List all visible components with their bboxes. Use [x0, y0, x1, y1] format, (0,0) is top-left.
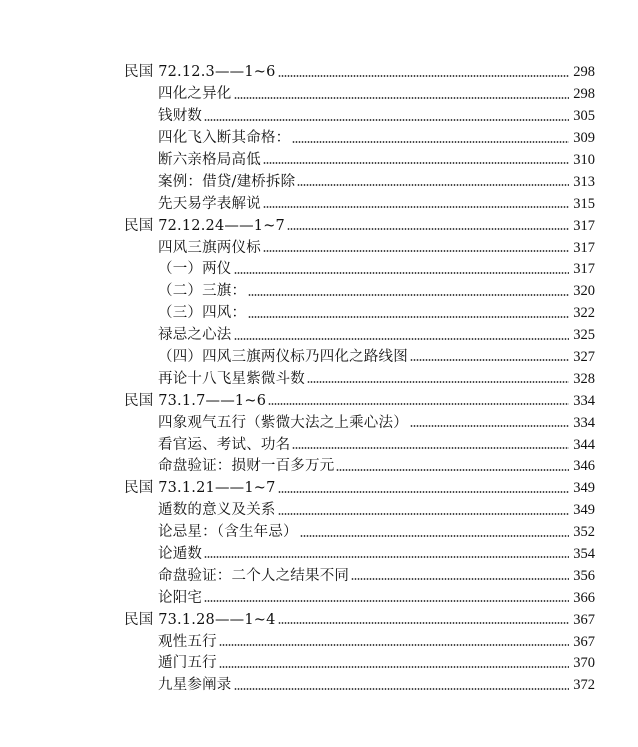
- toc-page-number: 344: [573, 436, 595, 453]
- toc-page-number: 366: [573, 589, 595, 606]
- toc-entry[interactable]: [124, 452, 595, 474]
- toc-entry-title: 命盘验证：损财一百多万元: [158, 458, 335, 475]
- toc-entry-title: （四）四风三旗两仪标乃四化之路线图: [158, 348, 408, 365]
- toc-entry-title: 论忌星：（含生年忌）: [158, 524, 298, 541]
- toc-entry-title: （二）三旗：: [158, 283, 247, 300]
- toc-entry[interactable]: [124, 146, 595, 168]
- toc-section-entry[interactable]: [124, 386, 595, 408]
- dot-leader: [336, 469, 569, 471]
- dot-leader: [248, 316, 569, 318]
- toc-entry[interactable]: [124, 321, 595, 343]
- dot-leader: [204, 600, 569, 602]
- toc-entry-title: （一）两仪: [158, 261, 232, 278]
- dot-leader: [292, 141, 569, 143]
- dot-leader: [248, 294, 569, 296]
- toc-section-entry[interactable]: [124, 474, 595, 496]
- dot-leader: [351, 578, 569, 580]
- dot-leader: [268, 403, 569, 405]
- toc-entry-title: 遁数的意义及关系: [158, 502, 276, 519]
- toc-page-number: 325: [573, 327, 595, 344]
- dot-leader: [263, 250, 569, 252]
- dot-leader: [263, 162, 569, 164]
- toc-entry-title: 四化之异化: [158, 86, 232, 103]
- toc-entry-title: 观性五行: [158, 633, 217, 650]
- toc-entry-title: 民国 72.12.24——1~7: [124, 217, 285, 234]
- toc-entry-title: 四象观气五行（紫微大法之上乘心法）: [158, 414, 408, 431]
- dot-leader: [219, 644, 569, 646]
- dot-leader: [297, 184, 569, 186]
- toc-page-number: 305: [573, 108, 595, 125]
- table-of-contents: [124, 58, 595, 693]
- toc-section-entry[interactable]: [124, 211, 595, 233]
- dot-leader: [234, 338, 570, 340]
- toc-page-number: 367: [573, 611, 595, 628]
- toc-entry-title: 再论十八飞星紫微斗数: [158, 370, 305, 387]
- toc-page-number: 298: [573, 86, 595, 103]
- toc-entry[interactable]: [124, 408, 595, 430]
- toc-entry[interactable]: [124, 627, 595, 649]
- toc-entry[interactable]: [124, 102, 595, 124]
- toc-entry-title: 四化飞入断其命格：: [158, 130, 291, 147]
- toc-page-number: 372: [573, 677, 595, 694]
- toc-entry[interactable]: [124, 583, 595, 605]
- dot-leader: [219, 666, 569, 668]
- toc-entry-title: 论阳宅: [158, 589, 203, 606]
- toc-entry-title: 民国 73.1.7——1~6: [124, 392, 267, 409]
- dot-leader: [287, 228, 569, 230]
- toc-entry[interactable]: [124, 671, 595, 693]
- toc-page-number: 328: [573, 370, 595, 387]
- toc-page-number: 310: [573, 151, 595, 168]
- dot-leader: [234, 97, 570, 99]
- toc-entry-title: 命盘验证：二个人之结果不同: [158, 567, 350, 584]
- toc-entry-title: 断六亲格局高低: [158, 151, 261, 168]
- toc-page-number: 315: [573, 195, 595, 212]
- toc-page-number: 334: [573, 414, 595, 431]
- dot-leader: [278, 622, 569, 624]
- dot-leader: [234, 688, 570, 690]
- toc-entry-title: 先天易学表解说: [158, 195, 261, 212]
- toc-entry-title: 民国 73.1.21——1~7: [124, 480, 276, 497]
- toc-page-number: 320: [573, 283, 595, 300]
- toc-entry[interactable]: [124, 540, 595, 562]
- toc-page-number: 327: [573, 348, 595, 365]
- toc-entry-title: 四风三旗两仪标: [158, 239, 261, 256]
- toc-entry-title: 钱财数: [158, 108, 203, 125]
- toc-page-number: 298: [573, 64, 595, 81]
- toc-entry-title: 遁门五行: [158, 655, 217, 672]
- toc-entry[interactable]: [124, 561, 595, 583]
- toc-entry-title: 民国 72.12.3——1~6: [124, 64, 276, 81]
- toc-page-number: 334: [573, 392, 595, 409]
- dot-leader: [410, 359, 569, 361]
- dot-leader: [410, 425, 569, 427]
- toc-page-number: 317: [573, 217, 595, 234]
- toc-entry[interactable]: [124, 255, 595, 277]
- toc-page-number: 349: [573, 502, 595, 519]
- toc-section-entry[interactable]: [124, 605, 595, 627]
- toc-entry[interactable]: [124, 167, 595, 189]
- dot-leader: [278, 513, 569, 515]
- toc-entry[interactable]: [124, 189, 595, 211]
- toc-page-number: 354: [573, 545, 595, 562]
- toc-entry[interactable]: [124, 343, 595, 365]
- toc-entry-title: 论遁数: [158, 545, 203, 562]
- dot-leader: [204, 556, 569, 558]
- toc-entry[interactable]: [124, 299, 595, 321]
- toc-page-number: 352: [573, 524, 595, 541]
- toc-section-entry[interactable]: [124, 58, 595, 80]
- dot-leader: [307, 381, 569, 383]
- toc-entry[interactable]: [124, 649, 595, 671]
- toc-entry-title: 禄忌之心法: [158, 327, 232, 344]
- toc-entry[interactable]: [124, 364, 595, 386]
- dot-leader: [292, 447, 569, 449]
- toc-page-number: 317: [573, 239, 595, 256]
- toc-entry-title: 九星参阐录: [158, 677, 232, 694]
- toc-page-number: 367: [573, 633, 595, 650]
- toc-entry[interactable]: [124, 233, 595, 255]
- dot-leader: [263, 206, 569, 208]
- toc-entry-title: （三）四风：: [158, 305, 247, 322]
- toc-entry-title: 案例：借贷/建桥拆除: [158, 173, 296, 190]
- toc-entry-title: 民国 73.1.28——1~4: [124, 611, 276, 628]
- toc-page-number: 313: [573, 173, 595, 190]
- toc-entry[interactable]: [124, 518, 595, 540]
- toc-entry[interactable]: [124, 277, 595, 299]
- toc-page-number: 322: [573, 305, 595, 322]
- toc-entry[interactable]: [124, 496, 595, 518]
- toc-page-number: 349: [573, 480, 595, 497]
- toc-page-number: 309: [573, 130, 595, 147]
- dot-leader: [300, 535, 569, 537]
- toc-entry[interactable]: [124, 80, 595, 102]
- dot-leader: [204, 119, 569, 121]
- toc-page-number: 370: [573, 655, 595, 672]
- toc-page-number: 317: [573, 261, 595, 278]
- toc-entry[interactable]: [124, 124, 595, 146]
- dot-leader: [278, 75, 569, 77]
- toc-entry[interactable]: [124, 430, 595, 452]
- toc-page-number: 346: [573, 458, 595, 475]
- toc-entry-title: 看官运、考试、功名: [158, 436, 291, 453]
- dot-leader: [234, 272, 570, 274]
- dot-leader: [278, 491, 569, 493]
- toc-page-number: 356: [573, 567, 595, 584]
